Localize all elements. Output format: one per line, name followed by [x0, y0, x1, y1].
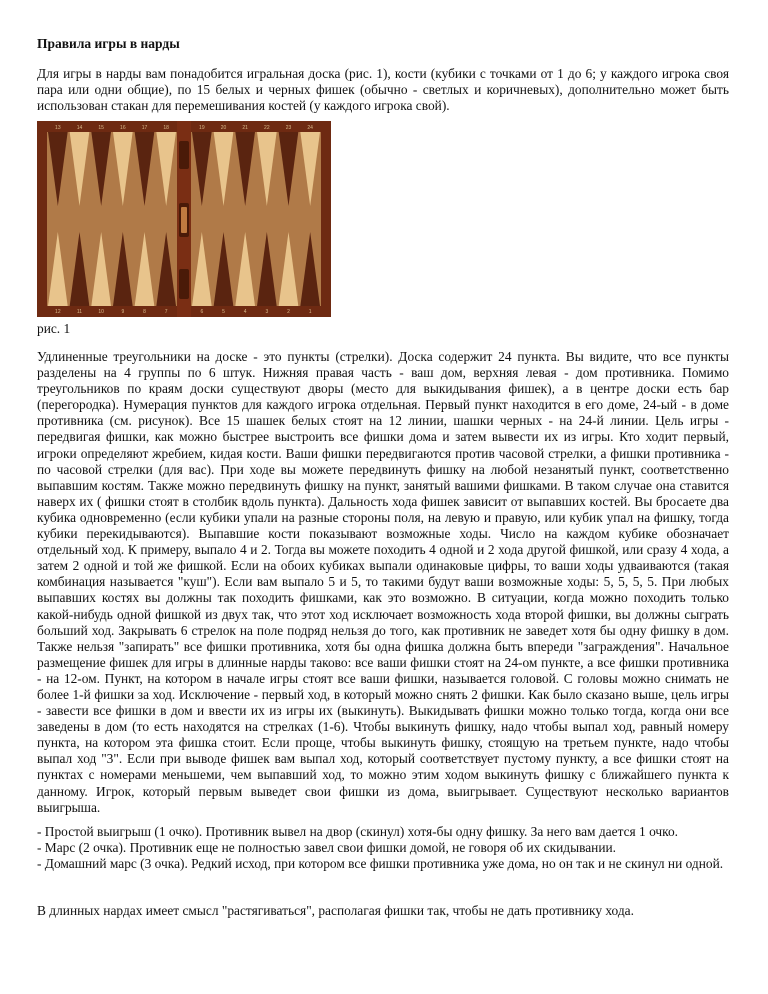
point-number-top: 15	[98, 125, 104, 131]
bar-block-top	[179, 141, 189, 169]
list-item-simple-win: - Простой выигрыш (1 очко). Противник вывел на двор (скинул) хотя-бы одну фишку. За него вам дается 1 очко.	[37, 824, 679, 839]
point-number-top: 17	[141, 125, 148, 131]
point-number-bottom: 8	[143, 309, 146, 315]
point-number-bottom: 4	[243, 309, 247, 315]
point-number-bottom: 7	[164, 309, 168, 315]
point-number-bottom: 1	[308, 309, 312, 315]
bar-hinge-highlight	[181, 207, 187, 233]
board-felt-right	[191, 132, 321, 306]
point-number-top: 24	[307, 125, 313, 131]
main-rules-paragraph: Удлиненные треугольники на доске - это пункты (стрелки). Доска содержит 24 пункта. Вы видите, что все пункты разделены на 4 группы по 6 штук. Нижняя правая часть - ваш дом, верхняя левая - дом противника. Помимо треугольников по краям доски существуют дворы (место для выкидывания фишек), а в центре доски есть бар (перегородка). Нумерация пунктов для каждого игрока отдельная. Первый пункт находится в его доме, 24-ый - в доме противника (см. рисунок). Все 15 шашек белых стоят на 12 линии, шашки черных - на 24-й линии. Цель игры - передвигая фишки, как можно быстрее выстроить все фишки дома и затем вывести их из игры. Кто ходит первый, игроки определяют жребием, кидая кости. Ваши фишки передвигаются против часовой стрелки, а фишки противника - по часовой стрелки (для вас). При ходе вы можете передвинуть фишку на любой незанятый пункт, соответственно выпавшим костям. Также можно передвинуть фишку на пункт, занятый вашими фишками. В таком случае она ставится наверх их ( фишки стоят в столбик вдоль пункта). Дальность хода фишек зависит от выпавших костей. Вы бросаете два кубика одновременно (если кубики упали на разные стороны поля, на левую и правую, или кубик упал на фишку, тогда кубики перекидываются). Выпавшие кости показывают возможные ходы. Число на каждом кубике обозначает отдельный ход. К примеру, выпало 4 и 2. Тогда вы можете походить 4 одной и 2 хода другой фишкой, или сразу 4 хода, а затем 2 одной и той же фишкой. Если на обоих кубиках выпали одинаковые цифры, то ваши ходы удваиваются (такая комбинация называется "куш"). Если вам выпало 5 и 5, то такими будут ваши возможные ходы: 5, 5, 5, 5. При любых выпавших костях вы должны так походить фишками, как это возможно. В ситуации, когда можно походить только какой-нибудь одной фишкой из двух так, что этот ход исключает возможность хода второй фишки, вы должны сыграть больший ход. Закрывать 6 стрелок на поле подряд нельзя до того, как противник не заведет хотя бы одну фишку в дом. Также нельзя "запирать" все фишки противника, хотя бы одна фишка должна быть впереди "заграждения". Начальное размещение фишек для игры в длинные нарды таково: все ваши фишки стоят на 24-ом пункте, а все фишки противника - на 12-ом. Пункт, на котором в начале игры стоят все ваши фишки, называется головой. С головы можно снимать не более 1-й фишки за ход. Исключение - первый ход, в который можно снять 2 фишки. Как было сказано выше, цель игры - завести все фишки в дом и ввести их из игры их (выкинуть). Выкидывать фишки можно только тогда, когда они все заведены в дом (то есть находятся на стрелках (1-6). Чтобы выкинуть фишку, надо чтобы выпал ход, равный номеру пункта, на котором эта фишка стоит. Если проще, чтобы выкинуть фишку, стоящую на третьем пункте, надо чтобы выпал ход "3". Если при выводе фишек вам выпал ход, который соответствует пустому пункту, а все фишки стоят на пунктах с номерами меньшеми, чем выпавший ход, то можно этим ходом выкинуть фишку с ближайшего пункта к данному. Игрок, который первым выведет свои фишки из дома, выигрывает. Существуют несколько вариантов выигрыша.	[37, 349, 729, 815]
point-number-top: 23	[285, 125, 292, 131]
point-number-top: 19	[199, 125, 205, 131]
closing-paragraph: В длинных нардах имеет смысл "растягиваться", располагая фишки так, чтобы не дать противнику хода.	[37, 903, 634, 918]
list-item-mars: - Марс (2 очка). Противник еще не полностью завел свои фишки домой, не говоря об их скидывании.	[37, 840, 617, 856]
figure-caption: рис. 1	[37, 321, 71, 336]
point-number-bottom: 10	[98, 309, 104, 315]
point-number-top: 13	[55, 125, 61, 131]
bar-block-bottom	[179, 269, 189, 299]
point-number-bottom: 9	[121, 309, 125, 315]
point-number-top: 16	[120, 125, 126, 131]
win-types-list	[37, 824, 729, 872]
list-item-home-mars: - Домашний марс (3 очка). Редкий исход, при котором все фишки противника уже дома, но он так и не скинул ни одной.	[37, 856, 724, 872]
point-number-bottom: 2	[287, 309, 290, 315]
point-number-bottom: 11	[76, 309, 83, 315]
point-number-top: 21	[242, 125, 248, 131]
board-felt-left	[47, 132, 177, 306]
point-number-bottom: 3	[265, 309, 269, 315]
intro-paragraph: Для игры в нарды вам понадобится игральная доска (рис. 1), кости (кубики с точками от 1 до 6; у каждого игрока своя пара или одни общие), по 15 белых и черных фишек (обычно - светлых и коричневых), дополнительно может быть использован стакан для перемешивания костей (у каждого игрока свой).	[37, 66, 729, 114]
point-number-top: 18	[163, 125, 169, 131]
point-number-bottom: 6	[200, 309, 204, 315]
page-title: Правила игры в нарды	[37, 36, 180, 51]
point-number-bottom: 12	[55, 309, 61, 315]
point-number-bottom: 5	[222, 309, 225, 315]
backgammon-board-image	[37, 121, 331, 317]
backgammon-board-figure	[37, 121, 331, 322]
point-number-top: 14	[76, 125, 83, 131]
point-number-top: 20	[220, 125, 227, 131]
point-number-top: 22	[264, 125, 270, 131]
